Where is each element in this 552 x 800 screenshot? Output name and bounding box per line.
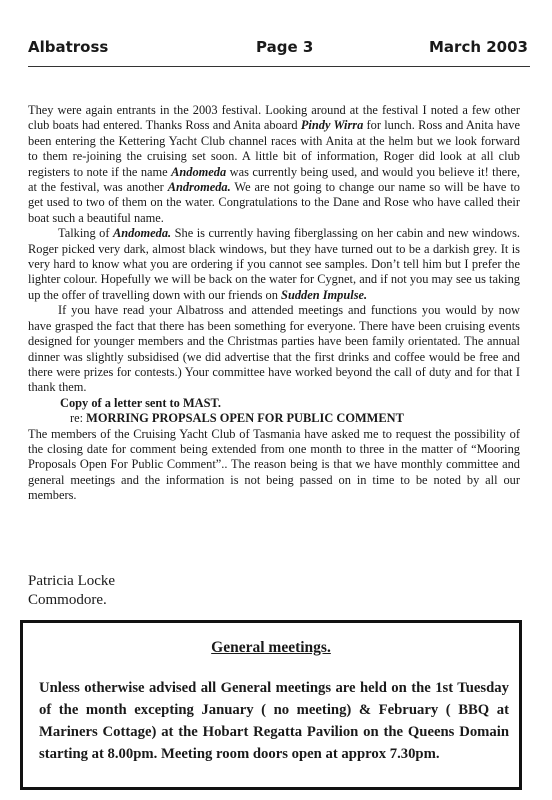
letter-heading: Copy of a letter sent to MAST. — [60, 395, 221, 410]
newsletter-name: Albatross — [28, 38, 109, 56]
paragraph-festival: They were again entrants in the 2003 festival. Looking around at the festival I noted a few other club boats had entered. Thanks Ross and Anita aboard Pindy Wirra for lunch. Ross and Anita have been entering the Kettering Yacht Club channel races with Anita at the helm but we look forward to them re-joining the cruising set soon. A little bit of information, Roger did look at all club registers to note if the name Andomeda was currently being used, and would you believe it! there, at the festival, was another Andromeda. We are not going to change our name so will be have to get used to two of them on the water. Congratulations to the Dane and Rose who have called their boat such a beautiful name. — [28, 103, 521, 225]
page-number: Page 3 — [256, 38, 314, 56]
notice-text: Unless otherwise advised all General meetings are held on the 1st Tuesday of the month excepting January ( no meeting) & February ( BBQ at Mariners Cottage) at the Hobart Regatta Pavilion on the Queens Domain starting at 8.00pm. Meeting room doors open at approx 7.30pm. — [39, 680, 509, 762]
signature-block — [28, 572, 115, 610]
boat-name-pindy-wirra: Pindy Wirra — [300, 118, 364, 133]
general-meetings-notice — [20, 620, 522, 790]
boat-name-sudden-impulse: Sudden Impulse. — [281, 287, 368, 302]
boat-name-andromeda: Andromeda. — [167, 180, 231, 195]
signature-title: Commodore. — [28, 592, 107, 608]
boat-name-andomeda-2: Andomeda. — [112, 226, 172, 241]
notice-title: General meetings. — [211, 639, 331, 656]
header-rule — [28, 66, 530, 67]
issue-date: March 2003 — [429, 38, 528, 56]
boat-name-andomeda: Andomeda — [171, 164, 227, 179]
letter-subject: re: MORRING PROPSALS OPEN FOR PUBLIC COMMENT — [70, 411, 404, 426]
paragraph-letter: The members of the Cruising Yacht Club of Tasmania have asked me to request the possibility of the closing date for comment being extended from one month to three in the matter of “Mooring Proposals Open For Public Comment”.. The reason being is that we have monthly committee and general meetings and the information is not being passed on in time to be noted by all our members. — [28, 426, 520, 503]
page-header — [28, 38, 528, 62]
signature-name: Patricia Locke — [28, 573, 116, 589]
article-body — [28, 103, 520, 504]
paragraph-andomeda: Talking of Andomeda. She is currently having fiberglassing on her cabin and new windows. Roger picked very dark, almost black windows, but they have turned out to be a darkish grey. It is very hard to know what you are ordering if you cannot see samples. Don’t tell him but I prefer the lighter colour. Hopefully we will be back on the water for Cygnet, and if not you may see us taking up the offer of travelling down with our friends on Sudden Impulse. — [28, 226, 520, 302]
paragraph-committee: If you have read your Albatross and attended meetings and functions you would by now have grasped the fact that there has been something for everyone. There have been cruising events designed for younger members and the Christmas parties have been family orientated. The annual dinner was slightly subsidised (we did advertise that the first drinks and coffee would be free and there were prizes for contests.) Your committee have worked beyond the call of duty and for that I thank them. — [28, 303, 520, 395]
